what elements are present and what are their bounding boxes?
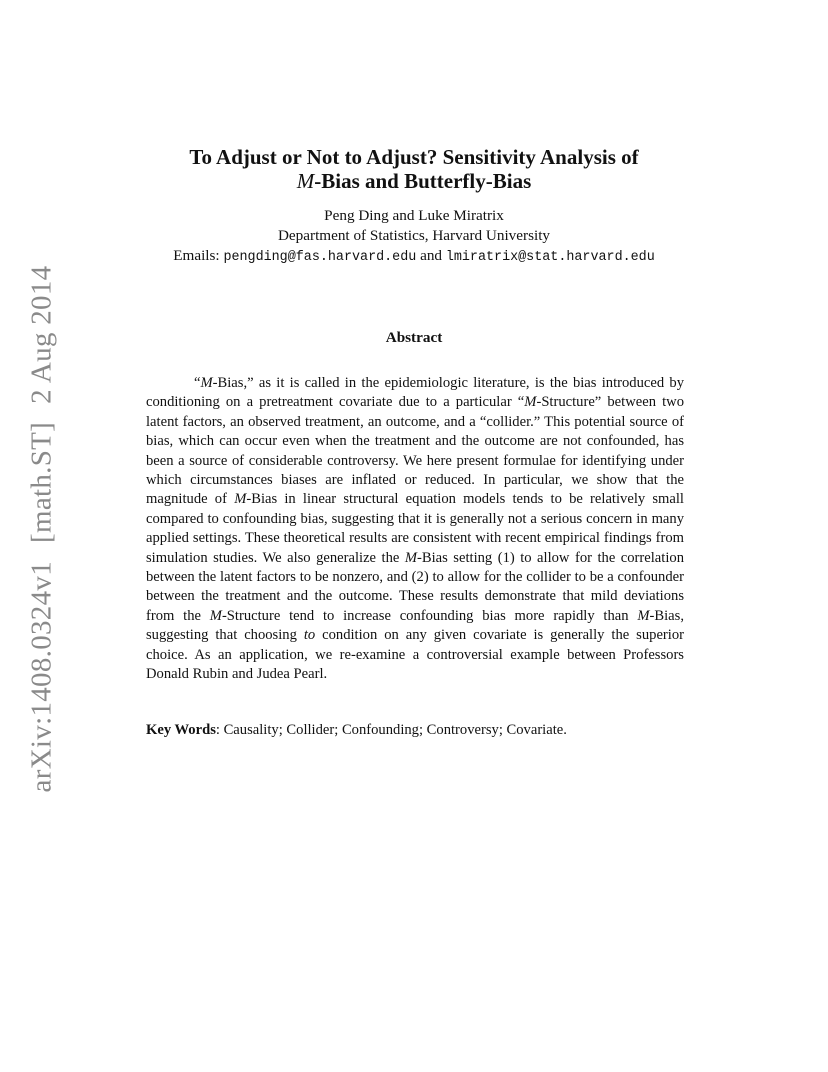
abstract-text-d: -Bias setting (1) to allow for the correlation between the latent factors to be nonzero, and (2) to allow for the collider to be a confounder between the treatment and the outcome. These results demonstrate that mild deviations from the [146,549,684,624]
m-symbol: M [200,375,213,391]
m-symbol: M [637,607,650,624]
author-affiliation: Department of Statistics, Harvard University [277,227,551,244]
abstract-text-f: -Bias, suggesting that choosing [146,607,684,644]
title-line-2-text: -Bias and Butterfly-Bias [314,169,532,193]
abstract-heading: Abstract [385,329,443,346]
abstract-open-quote: “ [194,375,201,391]
email-link-2[interactable]: lmiratrix@stat.harvard.edu [445,250,655,265]
arxiv-category: [math.ST] [25,421,58,543]
paper-title [0,145,828,193]
author-names: Peng Ding and Luke Miratrix [324,207,504,224]
m-symbol: M [404,549,418,566]
abstract-text-a: -Bias,” as it is called in the epidemiologic literature, is the bias introduced by conditioning on a pretreatment covariate due to a particular “ [146,375,684,411]
abstract-body [146,374,684,685]
to-emphasis: to [303,627,316,644]
author-emails [0,246,828,268]
emails-label: Emails: [173,247,224,264]
m-symbol: M [234,491,247,508]
arxiv-date: 2 Aug 2014 [25,265,58,404]
title-m-symbol: M [296,169,315,193]
author-block [0,206,828,268]
abstract-text-c: -Bias in linear structural equation models tends to be relatively small compared to confounding bias, suggesting that it is generally not a serious concern in many applied settings. These theoretical results are consistent with recent empirical findings from simulation studies. We also generalize the [146,491,684,566]
keywords-line [146,721,684,740]
keywords-label: Key Words [146,722,216,738]
abstract-text-g: condition on any given covariate is generally the superior choice. As an application, we re-examine a controversial example between Professors Donald Rubin and Judea Pearl. [146,627,684,683]
title-line-1: To Adjust or Not to Adjust? Sensitivity Analysis of [189,145,639,169]
emails-conjunction: and [416,247,446,264]
title-line-2 [0,169,828,193]
arxiv-id: arXiv:1408.0324v1 [25,561,58,793]
keywords-list: : Causality; Collider; Confounding; Controversy; Covariate. [215,722,567,738]
m-symbol: M [209,607,222,624]
email-link-1[interactable]: pengding@fas.harvard.edu [223,250,417,265]
abstract-text-e: -Structure tend to increase confounding bias more rapidly than [221,607,638,624]
abstract-text-b: -Structure” between two latent factors, an observed treatment, an outcome, and a “collider.” This potential source of bias, which can occur even when the treatment and the outcome are not confounded, has been a source of considerable controversy. We here present formulae for identifying under which circumstances biases are inflated or reduced. In particular, we show that the magnitude of [146,394,685,508]
m-symbol: M [524,394,537,411]
